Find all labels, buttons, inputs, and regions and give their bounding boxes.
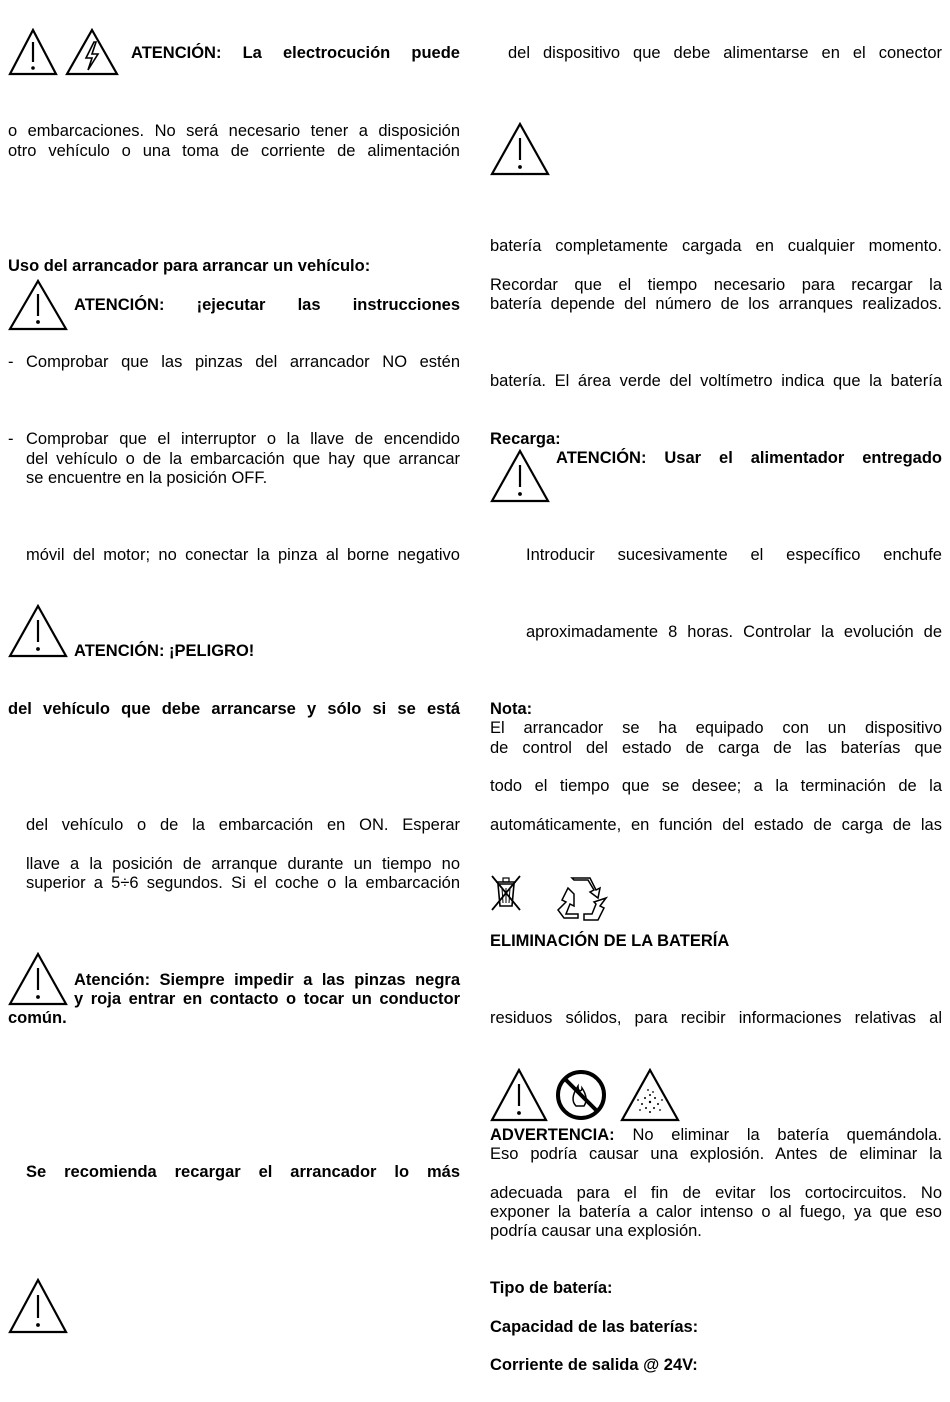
crossed-bin-icon — [490, 874, 522, 912]
explosion-icon — [620, 1068, 680, 1122]
attention-clamps-line: y roja entrar en contacto o tocar un conductor — [74, 990, 460, 1008]
attention-charger: ATENCIÓN: Usar el alimentador entregado — [556, 449, 942, 467]
paragraph-line: batería. El área verde del voltímetro indica que la batería — [490, 372, 942, 390]
note-heading: Nota: — [490, 700, 533, 718]
spec-label-capacidad: Capacidad de las baterías: — [490, 1318, 699, 1336]
section-heading-uso: Uso del arrancador para arrancar un vehículo: — [8, 257, 371, 275]
warning-triangle-icon — [490, 449, 550, 503]
attention-danger: ATENCIÓN: ¡PELIGRO! — [74, 642, 255, 660]
warning-triangle-icon — [8, 28, 58, 76]
attention-execute-instructions: ATENCIÓN: ¡ejecutar las instrucciones — [74, 296, 460, 314]
no-fire-icon — [554, 1068, 608, 1122]
section-heading-recarga: Recarga: — [490, 430, 561, 448]
bullet-line: del vehículo o de la embarcación que hay que arrancar — [26, 450, 460, 468]
high-voltage-icon — [65, 28, 119, 76]
paragraph-line: Recordar que el tiempo necesario para recargar la — [490, 276, 942, 294]
paragraph-line: todo el tiempo que se desee; a la terminación de la — [490, 777, 942, 795]
paragraph-line: del dispositivo que debe alimentarse en el conector — [508, 44, 942, 62]
bullet-line: se encuentre en la posición OFF. — [26, 469, 268, 487]
warning-line — [490, 1126, 942, 1146]
paragraph-line: residuos sólidos, para recibir informaciones relativas al — [490, 1009, 942, 1027]
warning-triangle-icon — [8, 279, 68, 331]
attention-electrocution-title: ATENCIÓN: La electrocución puede — [131, 44, 460, 62]
bullet-dash: - — [8, 430, 14, 448]
paragraph-line: automáticamente, en función del estado de carga de las — [490, 816, 942, 834]
bullet-line: Comprobar que las pinzas del arrancador NO estén — [26, 353, 460, 371]
paragraph-line: exponer la batería a calor intenso o al fuego, ya que eso — [490, 1203, 942, 1221]
bold-paragraph-line: del vehículo que debe arrancarse y sólo si se está — [8, 700, 460, 718]
paragraph-line: superior a 5÷6 segundos. Si el coche o la embarcación — [26, 874, 460, 892]
warning-label: ADVERTENCIA: — [490, 1126, 615, 1144]
paragraph-line: o embarcaciones. No será necesario tener a disposición — [8, 122, 460, 140]
paragraph-line: Introducir sucesivamente el específico enchufe — [526, 546, 942, 564]
paragraph-line: Eso podría causar una explosión. Antes de eliminar la — [490, 1145, 942, 1163]
attention-clamps-line: común. — [8, 1009, 67, 1027]
warning-triangle-icon — [490, 1068, 548, 1122]
warning-triangle-icon — [8, 952, 68, 1006]
spec-label-tipo: Tipo de batería: — [490, 1279, 613, 1297]
warning-triangle-icon — [8, 1278, 68, 1334]
bullet-line: Comprobar que el interruptor o la llave de encendido — [26, 430, 460, 448]
recycle-icon — [554, 874, 608, 924]
paragraph-line: otro vehículo o una toma de corriente de alimentación — [8, 142, 460, 160]
attention-clamps-line: Atención: Siempre impedir a las pinzas negra — [74, 971, 460, 989]
paragraph-line: podría causar una explosión. — [490, 1222, 702, 1240]
paragraph-line: aproximadamente 8 horas. Controlar la evolución de — [526, 623, 942, 641]
section-heading-disposal: ELIMINACIÓN DE LA BATERÍA — [490, 932, 730, 950]
paragraph-line: batería completamente cargada en cualquier momento. — [490, 237, 942, 255]
bullet-dash: - — [8, 353, 14, 371]
paragraph-line: móvil del motor; no conectar la pinza al borne negativo — [26, 546, 460, 564]
bold-paragraph-line: Se recomienda recargar el arrancador lo más — [26, 1163, 460, 1181]
paragraph-line: llave a la posición de arranque durante un tiempo no — [26, 855, 460, 873]
paragraph-line: de control del estado de carga de las baterías que — [490, 739, 942, 757]
paragraph-line: batería depende del número de los arranques realizados. — [490, 295, 942, 313]
paragraph-line: del vehículo o de la embarcación en ON. Esperar — [26, 816, 460, 834]
spec-label-corriente: Corriente de salida @ 24V: — [490, 1356, 698, 1374]
warning-text: No eliminar la batería quemándola. — [632, 1126, 942, 1144]
warning-triangle-icon — [8, 604, 68, 658]
warning-triangle-icon — [490, 122, 550, 176]
paragraph-line: El arrancador se ha equipado con un dispositivo — [490, 719, 942, 737]
paragraph-line: adecuada para el fin de evitar los cortocircuitos. No — [490, 1184, 942, 1202]
